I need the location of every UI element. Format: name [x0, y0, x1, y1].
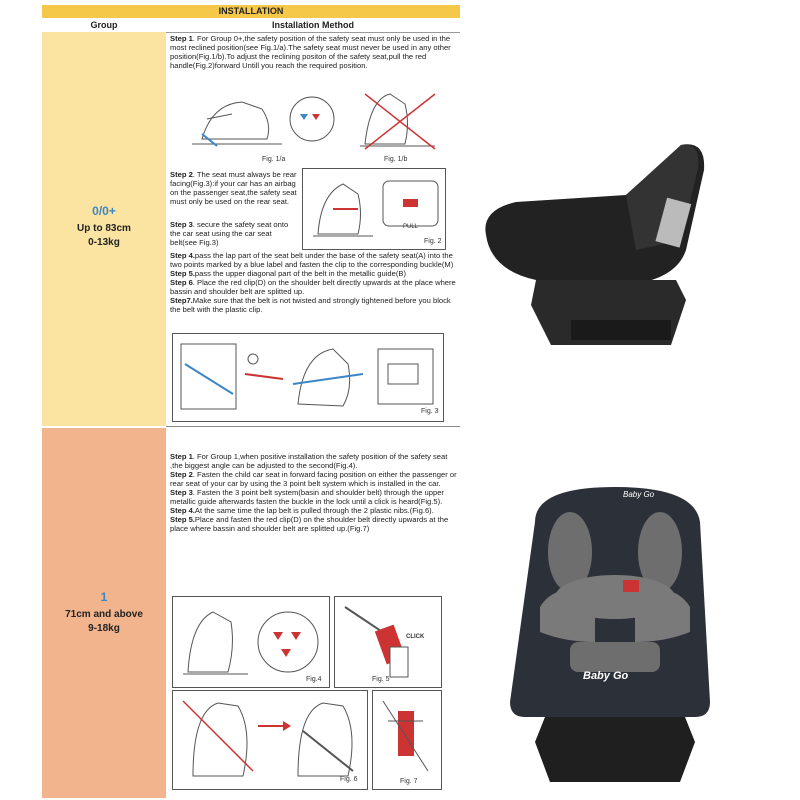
group0-step2: Step 2. The seat must always be rear facing(Fig.3):if your car has an airbag on the passenger seat,the safety seat must only be used on the rear seat.: [170, 170, 297, 206]
column-header-group: Group: [90, 20, 118, 30]
row-divider: [166, 426, 460, 427]
group-height: Up to 83cm: [77, 223, 131, 234]
installation-title: INSTALLATION: [42, 5, 460, 18]
buckle-click-illustration: [335, 597, 441, 687]
figure-3: [172, 333, 444, 422]
header-divider: [166, 32, 460, 33]
seat-recline-illustration: [172, 84, 342, 160]
figure-6-caption: Fig. 6: [340, 776, 358, 783]
figure-1a: [172, 84, 342, 160]
figure-5-caption: Fig. 5: [372, 676, 390, 683]
figure-1b-caption: Fig. 1/b: [384, 156, 408, 163]
group-code: 0/0+: [92, 204, 116, 218]
group0-step4: Step 4.pass the lap part of the seat belt under the base of the safety seat(A) into the two points marked by a blue label and fasten the clip to the corresponding buckle(M): [170, 251, 454, 269]
group1-step3: Step 3. Fasten the 3 point belt system(basin and shoulder belt) through the upper metallic guide afterwards fasten the buckle in the lock until a click is heard(Fig.5).: [170, 488, 444, 506]
car-seat-photo-reclined: [476, 140, 716, 355]
figure-6: [172, 690, 368, 790]
pull-label: PULL: [403, 224, 419, 230]
figure-4-caption: Fig.4: [306, 676, 322, 683]
group-code: 1: [100, 590, 108, 604]
column-header-method: Installation Method: [272, 20, 354, 30]
group1-step5: Step 5.Place and fasten the red clip(D) on the shoulder belt directly upwards at the place where bassin and shoulder belt are splitted up.(Fig.7): [170, 515, 449, 533]
seat-upright-illustration: [355, 84, 440, 160]
figure-5: [334, 596, 442, 688]
group0-step7: Step7.Make sure that the belt is not twisted and strongly tightened before you block the belt with the plastic clip.: [170, 296, 451, 314]
group1-step1: Step 1. For Group 1,when positive installation the safety position of the safety seat ,the biggest angle can be adjusted to the second(Fig.4).: [170, 452, 448, 470]
group1-step2: Step 2. Fasten the child car seat in forward facing position on either the passenger or rear seat of your car by using the 3 point belt system which is installed in the car.: [170, 470, 457, 488]
group0-step6: Step 6. Place the red clip(D) on the shoulder belt directly upwards at the place where bassin and shoulder belt are splitted up.: [170, 278, 456, 296]
car-seat-forward-image: [505, 482, 723, 782]
pull-handle-illustration: [303, 169, 445, 249]
belt-routing-illustration: [173, 334, 443, 421]
figure-4: [172, 596, 330, 688]
figure-7: [372, 690, 442, 790]
lap-belt-nibs-illustration: [173, 691, 367, 789]
group0-step1: Step 1. For Group 0+,the safety position of the safety seat must only be used in the most reclined position(see Fig.1/a).The safety seat must never be used in any other position(Fig.1/b).To adjust the reclining positon of the safety seat,pull the red handle(Fig.2)forward Untill you reach the required position.: [170, 34, 451, 70]
click-label: CLICK: [406, 634, 425, 640]
group0-step5: Step 5.pass the upper diagonal part of the belt in the metallic guide(B): [170, 269, 406, 278]
group1-step4: Step 4.At the same time the lap belt is pulled through the 2 plastic nibs.(Fig.6).: [170, 506, 434, 515]
group-cell-1: [42, 428, 166, 798]
group0-steps-4-7: [170, 251, 460, 314]
recline-second-position-illustration: [173, 597, 329, 687]
group0-step3: Step 3. secure the safety seat onto the car seat using the car seat belt(see Fig.3): [170, 220, 289, 247]
brand-logo-front: Baby Go: [583, 670, 629, 682]
figure-1b: [355, 84, 440, 160]
group-weight: 9-18kg: [88, 623, 120, 634]
figure-3-caption: Fig. 3: [421, 408, 439, 415]
figure-7-caption: Fig. 7: [400, 778, 418, 785]
figure-1a-caption: Fig. 1/a: [262, 156, 286, 163]
car-seat-reclined-image: [476, 140, 716, 355]
group-cell-0: [42, 32, 166, 426]
figure-2-caption: Fig. 2: [424, 238, 442, 245]
group-weight: 0-13kg: [88, 237, 120, 248]
brand-logo-top: Baby Go: [623, 490, 655, 499]
red-clip-illustration: [373, 691, 441, 789]
car-seat-photo-forward: [505, 482, 723, 782]
group1-steps: [170, 452, 460, 533]
group-height: 71cm and above: [65, 609, 143, 620]
